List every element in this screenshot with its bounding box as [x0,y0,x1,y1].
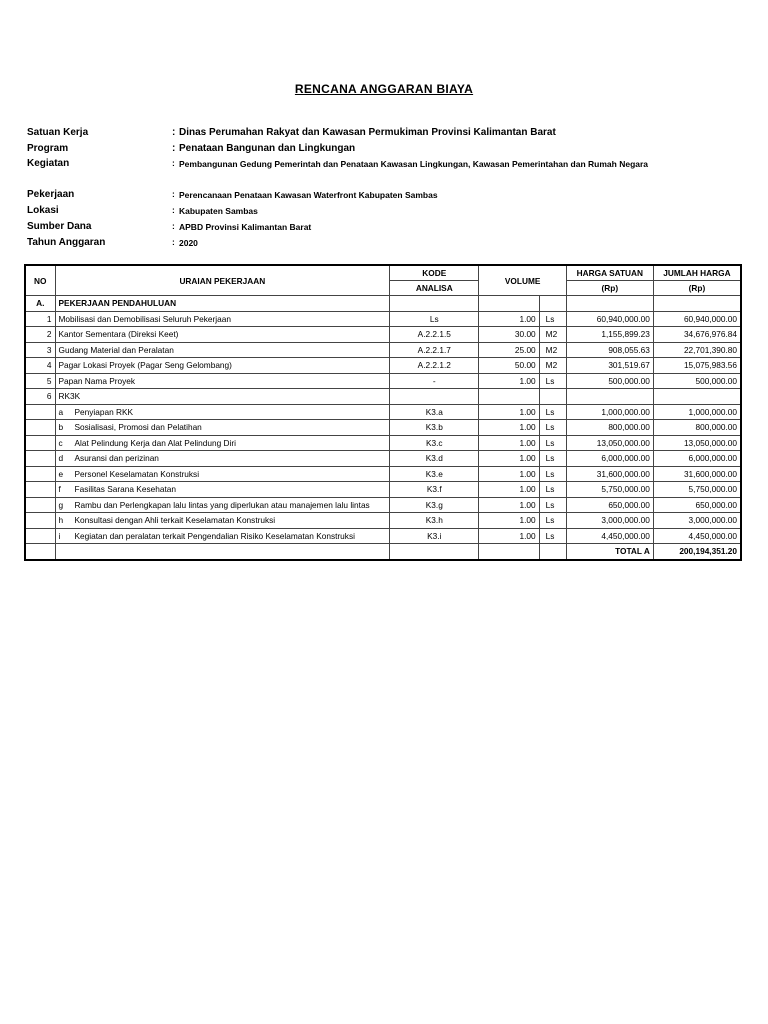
row-kode: K3.f [390,482,479,498]
info-colon: : [172,189,175,199]
row-letter: c [58,437,63,448]
table-row [25,482,741,498]
row-kode: A.2.2.1.7 [390,342,479,358]
row-no [25,451,55,467]
row-satuan: M2 [539,358,566,374]
row-satuan: Ls [539,497,566,513]
row-kode [390,389,479,405]
row-harga-satuan: 800,000.00 [566,420,653,436]
row-uraian-text: Penyiapan RKK [74,406,134,417]
table-row [25,451,741,467]
info-value: Pembangunan Gedung Pemerintah dan Penataan Kawasan Lingkungan, Kawasan Pemerintahan dan Rumah Negara [179,159,649,169]
row-uraian [55,311,390,327]
info-colon: : [172,143,176,154]
row-jumlah-harga [653,389,741,405]
row-letter: e [58,468,64,479]
row-no: 1 [25,311,55,327]
info-value: Dinas Perumahan Rakyat dan Kawasan Permukiman Provinsi Kalimantan Barat [179,127,556,138]
row-kode: K3.g [390,497,479,513]
row-jumlah-harga: 60,940,000.00 [653,311,741,327]
row-uraian [55,513,390,529]
header-no: NO [25,265,55,296]
document-title [0,82,768,96]
header-kode: KODE [390,265,479,281]
row-jumlah-harga: 13,050,000.00 [653,435,741,451]
row-uraian [55,451,390,467]
row-uraian [55,327,390,343]
row-kode: K3.c [390,435,479,451]
row-no [25,528,55,544]
table-row [25,373,741,389]
info-value: Perencanaan Penataan Kawasan Waterfront Kabupaten Sambas [179,190,438,200]
row-satuan: M2 [539,342,566,358]
row-harga-satuan: 650,000.00 [566,497,653,513]
table-header-row [25,265,741,281]
row-harga-satuan: 1,000,000.00 [566,404,653,420]
row-uraian-text: Papan Nama Proyek [58,375,136,386]
row-kode: A.2.2.1.2 [390,358,479,374]
row-jumlah-harga: 34,676,976.84 [653,327,741,343]
row-volume: 1.00 [479,420,539,436]
row-uraian-text: Asuransi dan perizinan [74,453,159,464]
row-jumlah-harga: 22,701,390.80 [653,342,741,358]
row-kode: K3.e [390,466,479,482]
row-volume: 50.00 [479,358,539,374]
row-volume: 1.00 [479,466,539,482]
table-row [25,466,741,482]
row-satuan: M2 [539,327,566,343]
info-label: Kegiatan [27,158,70,169]
row-uraian-text: Gudang Material dan Peralatan [58,344,174,355]
row-volume: 1.00 [479,482,539,498]
row-uraian [55,528,390,544]
row-volume: 1.00 [479,404,539,420]
row-no: 5 [25,373,55,389]
row-uraian-text: Rambu dan Perlengkapan lalu lintas yang diperlukan atau manajemen lalu lintas [74,499,370,510]
row-satuan: Ls [539,435,566,451]
row-volume: 25.00 [479,342,539,358]
row-uraian-text: Konsultasi dengan Ahli terkait Keselamatan Konstruksi [74,515,276,526]
table-row [25,513,741,529]
row-kode: K3.a [390,404,479,420]
table-row [25,404,741,420]
row-volume: 1.00 [479,451,539,467]
row-kode: Ls [390,311,479,327]
row-uraian-text: Mobilisasi dan Demobilisasi Seluruh Pekerjaan [58,313,231,324]
header-jumlah-unit: (Rp) [653,281,741,296]
row-volume: 1.00 [479,373,539,389]
row-letter: b [58,422,64,433]
row-no [25,482,55,498]
row-jumlah-harga: 15,075,983.56 [653,358,741,374]
row-volume: 1.00 [479,497,539,513]
row-harga-satuan: 13,050,000.00 [566,435,653,451]
row-uraian-text: Alat Pelindung Kerja dan Alat Pelindung Diri [74,437,236,448]
row-satuan: Ls [539,482,566,498]
row-jumlah-harga: 5,750,000.00 [653,482,741,498]
row-letter: d [58,453,64,464]
row-no [25,513,55,529]
row-satuan: Ls [539,311,566,327]
row-harga-satuan: 500,000.00 [566,373,653,389]
row-uraian-text: RK3K [58,391,81,402]
info-label: Pekerjaan [27,189,75,200]
row-jumlah-harga: 31,600,000.00 [653,466,741,482]
row-uraian [55,466,390,482]
row-satuan: Ls [539,466,566,482]
row-uraian [55,342,390,358]
info-colon: : [172,237,175,247]
row-kode: K3.d [390,451,479,467]
document-title-text: RENCANA ANGGARAN BIAYA [294,82,474,96]
budget-table [24,264,742,561]
section-name: PEKERJAAN PENDAHULUAN [55,296,390,312]
row-volume: 1.00 [479,435,539,451]
row-jumlah-harga: 3,000,000.00 [653,513,741,529]
row-satuan [539,389,566,405]
row-letter: h [58,515,64,526]
row-kode: A.2.2.1.5 [390,327,479,343]
info-label: Satuan Kerja [27,127,89,138]
info-value: APBD Provinsi Kalimantan Barat [179,222,312,232]
row-satuan: Ls [539,451,566,467]
info-label: Program [27,143,69,154]
row-satuan: Ls [539,513,566,529]
table-row [25,497,741,513]
row-uraian [55,420,390,436]
row-uraian-text: Pagar Lokasi Proyek (Pagar Seng Gelombang) [58,360,232,371]
table-row [25,358,741,374]
info-label: Tahun Anggaran [27,237,106,248]
row-jumlah-harga: 1,000,000.00 [653,404,741,420]
section-no: A. [25,296,55,312]
row-letter: f [58,484,61,495]
table-row [25,389,741,405]
row-no [25,466,55,482]
table-row [25,420,741,436]
table-row [25,342,741,358]
row-satuan: Ls [539,528,566,544]
row-uraian [55,404,390,420]
row-volume: 30.00 [479,327,539,343]
table-row [25,435,741,451]
info-value: Penataan Bangunan dan Lingkungan [179,143,356,154]
row-volume: 1.00 [479,513,539,529]
total-value: 200,194,351.20 [653,544,741,560]
row-uraian [55,497,390,513]
row-jumlah-harga: 650,000.00 [653,497,741,513]
table-row [25,311,741,327]
header-harga-unit: (Rp) [566,281,653,296]
info-colon: : [172,205,175,215]
header-harga-satuan: HARGA SATUAN [566,265,653,281]
row-harga-satuan: 31,600,000.00 [566,466,653,482]
info-value: Kabupaten Sambas [179,206,258,216]
row-jumlah-harga: 500,000.00 [653,373,741,389]
header-analisa: ANALISA [390,281,479,296]
row-volume [479,389,539,405]
row-satuan: Ls [539,404,566,420]
total-row [25,544,741,560]
row-uraian-text: Sosialisasi, Promosi dan Pelatihan [74,422,202,433]
row-jumlah-harga: 800,000.00 [653,420,741,436]
header-volume: VOLUME [479,265,566,296]
row-letter: g [58,499,64,510]
header-uraian: URAIAN PEKERJAAN [55,265,390,296]
row-uraian [55,373,390,389]
row-harga-satuan: 1,155,899.23 [566,327,653,343]
row-harga-satuan: 60,940,000.00 [566,311,653,327]
row-satuan: Ls [539,373,566,389]
row-uraian [55,358,390,374]
row-harga-satuan: 4,450,000.00 [566,528,653,544]
row-uraian [55,389,390,405]
row-uraian [55,482,390,498]
row-jumlah-harga: 4,450,000.00 [653,528,741,544]
row-kode: K3.b [390,420,479,436]
row-harga-satuan: 908,055.63 [566,342,653,358]
row-no [25,497,55,513]
row-kode: K3.h [390,513,479,529]
total-label: TOTAL A [566,544,653,560]
row-uraian-text: Kantor Sementara (Direksi Keet) [58,329,179,340]
row-no [25,404,55,420]
info-value: 2020 [179,238,198,248]
row-jumlah-harga: 6,000,000.00 [653,451,741,467]
info-label: Sumber Dana [27,221,92,232]
row-no: 4 [25,358,55,374]
info-colon: : [172,127,176,138]
row-volume: 1.00 [479,528,539,544]
section-row [25,296,741,312]
row-letter: i [58,530,61,541]
row-harga-satuan: 301,519.67 [566,358,653,374]
row-letter: a [58,406,64,417]
row-uraian-text: Fasilitas Sarana Kesehatan [74,484,176,495]
row-harga-satuan: 5,750,000.00 [566,482,653,498]
info-label: Lokasi [27,205,59,216]
row-uraian [55,435,390,451]
table-row [25,327,741,343]
row-no: 6 [25,389,55,405]
row-kode: - [390,373,479,389]
table-row [25,528,741,544]
row-uraian-text: Personel Keselamatan Konstruksi [74,468,200,479]
header-jumlah-harga: JUMLAH HARGA [653,265,741,281]
row-no: 2 [25,327,55,343]
row-kode: K3.i [390,528,479,544]
info-colon: : [172,158,175,168]
row-volume: 1.00 [479,311,539,327]
info-colon: : [172,221,175,231]
row-no: 3 [25,342,55,358]
row-no [25,435,55,451]
row-no [25,420,55,436]
row-harga-satuan [566,389,653,405]
row-satuan: Ls [539,420,566,436]
row-harga-satuan: 6,000,000.00 [566,451,653,467]
row-uraian-text: Kegiatan dan peralatan terkait Pengendalian Risiko Keselamatan Konstruksi [74,530,355,541]
row-harga-satuan: 3,000,000.00 [566,513,653,529]
